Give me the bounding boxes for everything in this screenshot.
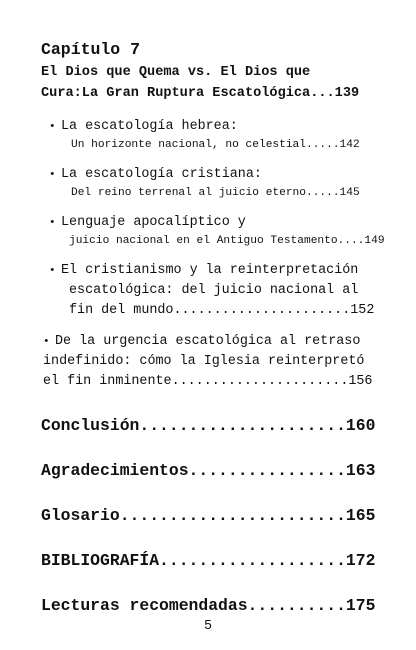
toc-section-acknowledgements: Agradecimientos................163 — [41, 461, 376, 480]
toc-entry — [41, 165, 376, 202]
toc-entry-line: Del reino terrenal al juicio eterno.....145 — [71, 187, 360, 199]
toc-entry-line: juicio nacional en el Antiguo Testamento....149 — [69, 235, 385, 247]
section-list — [41, 416, 376, 616]
toc-entry-heading: De la urgencia escatológica al retraso — [55, 334, 361, 349]
page-number: 5 — [203, 619, 213, 634]
toc-entry-heading-row — [49, 117, 376, 137]
toc-entry-heading: El cristianismo y la reinterpretación — [61, 263, 359, 278]
toc-entry-line: el fin inminente......................156 — [43, 374, 373, 389]
bullet-icon: • — [49, 121, 56, 133]
toc-entry-line: fin del mundo......................152 — [69, 303, 375, 318]
toc-entry — [41, 213, 385, 250]
toc-entry-heading: Lenguaje apocalíptico y — [61, 215, 246, 230]
toc-entry-line: indefinido: cómo la Iglesia reinterpretó — [43, 354, 365, 369]
toc-entry-heading-row — [49, 261, 376, 281]
toc-section-bibliography: BIBLIOGRAFÍA...................172 — [41, 551, 376, 570]
chapter-title-line: El Dios que Quema vs. El Dios que — [41, 65, 311, 80]
chapter-title — [41, 62, 376, 104]
chapter-title-line: Cura:La Gran Ruptura Escatológica...139 — [41, 86, 360, 101]
toc-entry — [41, 332, 376, 392]
subsection-list — [41, 117, 385, 392]
toc-entry-heading: La escatología hebrea: — [61, 119, 238, 134]
toc-entry-line: escatológica: del juicio nacional al — [69, 283, 359, 298]
chapter-label: Capítulo 7 — [41, 40, 141, 59]
toc-entry-heading-row — [43, 332, 376, 352]
bullet-icon: • — [49, 217, 56, 229]
table-of-contents — [41, 40, 385, 641]
bullet-icon: • — [43, 336, 50, 348]
toc-entry-heading-row — [49, 165, 376, 185]
toc-entry-line: Un horizonte nacional, no celestial.....142 — [71, 139, 360, 151]
toc-entry-heading-row — [49, 213, 376, 233]
toc-entry — [41, 261, 376, 321]
toc-entry-heading: La escatología cristiana: — [61, 167, 262, 182]
toc-section-conclusion: Conclusión.....................160 — [41, 416, 376, 435]
toc-section-recommended-reading: Lecturas recomendadas..........175 — [41, 596, 376, 615]
bullet-icon: • — [49, 169, 56, 181]
toc-entry — [41, 117, 376, 154]
bullet-icon: • — [49, 265, 56, 277]
toc-section-glossary: Glosario.......................165 — [41, 506, 376, 525]
